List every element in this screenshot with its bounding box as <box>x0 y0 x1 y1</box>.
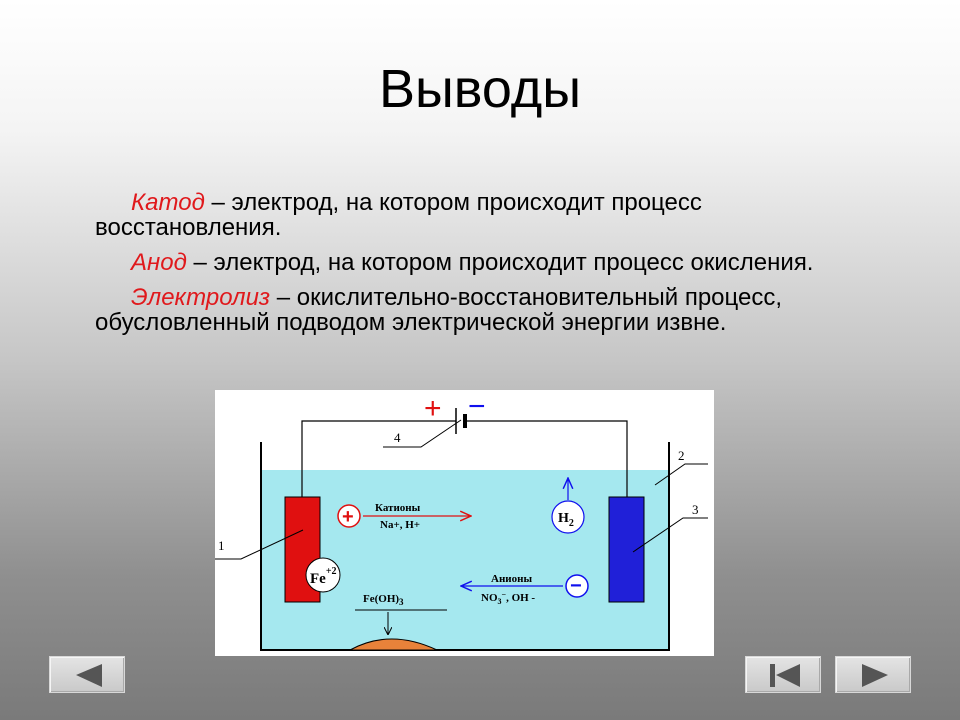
battery-minus-sign: − <box>468 390 486 423</box>
triangle-left-icon <box>50 657 126 694</box>
skip-to-start-icon <box>746 657 822 694</box>
definition-anode-text: – электрод, на котором происходит процесс окисления. <box>186 249 814 276</box>
first-slide-button[interactable] <box>745 656 821 693</box>
next-slide-button[interactable] <box>835 656 911 693</box>
precipitate-label <box>363 593 404 607</box>
anions-rest: , OH - <box>506 592 536 604</box>
anions-title: Анионы <box>491 573 533 585</box>
definition-cathode-text: – электрод, на котором происходит процесс восстановления. <box>95 189 702 241</box>
definition-cathode <box>95 190 865 240</box>
cation-sign: + <box>342 506 354 528</box>
cations-title: Катионы <box>375 502 421 514</box>
h2-subscript: 2 <box>568 518 574 529</box>
fe-charge: +2 <box>325 566 337 577</box>
anions-sub: 3 <box>497 597 502 606</box>
triangle-right-icon <box>836 657 912 694</box>
label-2: 2 <box>678 448 685 463</box>
label-4: 4 <box>394 430 401 445</box>
fe-symbol: Fe <box>310 571 326 587</box>
battery-plus-sign: + <box>424 392 442 425</box>
label-3: 3 <box>692 502 699 517</box>
term-electrolysis: Электролиз <box>131 284 271 311</box>
anions-no: NO <box>481 592 498 604</box>
slide-title: Выводы <box>378 59 582 119</box>
definitions <box>95 190 865 345</box>
prev-slide-button[interactable] <box>49 656 125 693</box>
label-1: 1 <box>218 538 225 553</box>
term-anode: Анод <box>131 249 187 276</box>
precipitate-sub: 3 <box>399 597 404 607</box>
definition-electrolysis-text: – окислительно-восстановительный процесс, обусловленный подводом электрической энергии извне. <box>95 284 782 336</box>
precipitate-formula: Fe(OH) <box>363 593 400 605</box>
term-cathode: Катод <box>131 189 205 216</box>
anion-sign: − <box>570 575 582 597</box>
cations-ions: Na+, H+ <box>380 519 421 531</box>
anions-ions <box>481 590 535 606</box>
h2-symbol: H <box>558 511 569 526</box>
definition-anode <box>95 250 865 275</box>
electrolysis-diagram <box>215 390 714 656</box>
anions-sup: − <box>501 590 507 599</box>
definition-electrolysis <box>95 285 865 335</box>
anode-electrode <box>609 497 644 602</box>
